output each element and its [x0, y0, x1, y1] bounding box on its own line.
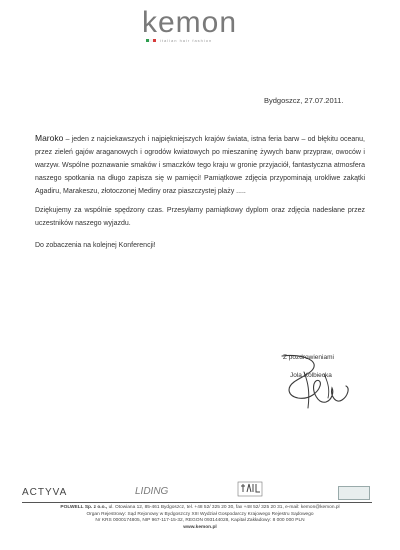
kemon-logo	[142, 8, 302, 43]
villa-logo	[338, 486, 370, 500]
letter-body	[35, 132, 365, 252]
partner-logos	[0, 484, 400, 500]
footer-website: www.kemon.pl	[183, 524, 217, 530]
footer-line-3: Nr KRS 0000174805, NIP 967-117-15-32, REGON 093144028, Kapitał Zakładowy: 8 000 000 PLN	[95, 518, 305, 524]
company-name: POLWELL Sp. z o.o.,	[60, 505, 108, 510]
footer-divider	[22, 502, 372, 503]
company-footer	[20, 505, 380, 531]
italian-flag-icon	[146, 39, 156, 42]
paragraph-1	[35, 132, 365, 198]
hair-logo	[236, 480, 264, 498]
lead-word: Maroko	[35, 133, 64, 143]
actyva-logo: ACTYVA	[22, 487, 68, 498]
closing-phrase: Z pozdrowieniami	[283, 354, 334, 361]
brand-tagline: italian hair fashion	[160, 38, 213, 43]
paragraph-3: Do zobaczenia na kolejnej Konferencji!	[35, 242, 156, 249]
handwritten-signature	[268, 352, 360, 412]
liding-logo: LIDING	[135, 486, 169, 497]
brand-wordmark: kemon	[142, 6, 238, 39]
footer-line-1	[20, 505, 380, 512]
paragraph-2: Dziękujemy za wspólnie spędzony czas. Przesyłamy pamiątkowy dyplom oraz zdjęcia nadesłane przez uczestników naszego wyjazdu.	[35, 207, 365, 227]
letter-date: Bydgoszcz, 27.07.2011.	[264, 96, 344, 105]
paragraph-1-text: – jeden z najciekawszych i najpiękniejszych krajów świata, istna feria barw – od błękitu oceanu, przez zieleń gajów araganowych i ogrodów kwiatowych po mieszaninę żywych barw przypraw, owoców i warzyw. Wspólne poznawanie smaków i smaczków tego kraju w gronie przyjaciół, fantastyczna atmosfera naszego spotkania na długo zapisza się w pamięci! Pamiątkowe zdjęcia przypominają urokliwe zakątki Agadiru, Marakeszu, złotoczonej Mediny oraz piaszczystej plaży .....	[35, 136, 365, 195]
footer-line-2: Organ Rejestrowy: Sąd Rejonowy w Bydgoszczy XIII Wydział Gospodarczy Krajowego Rejestru Sądowego	[86, 511, 314, 517]
company-address: ul. Otowiana 12, 85-461 Bydgoszcz, tel. +48 52/ 325 20 30, fax +48 52/ 325 20 31, e-mail: kemon@kemon.pl	[107, 505, 340, 510]
signer-name: Jola Kolbiecka	[290, 372, 332, 379]
